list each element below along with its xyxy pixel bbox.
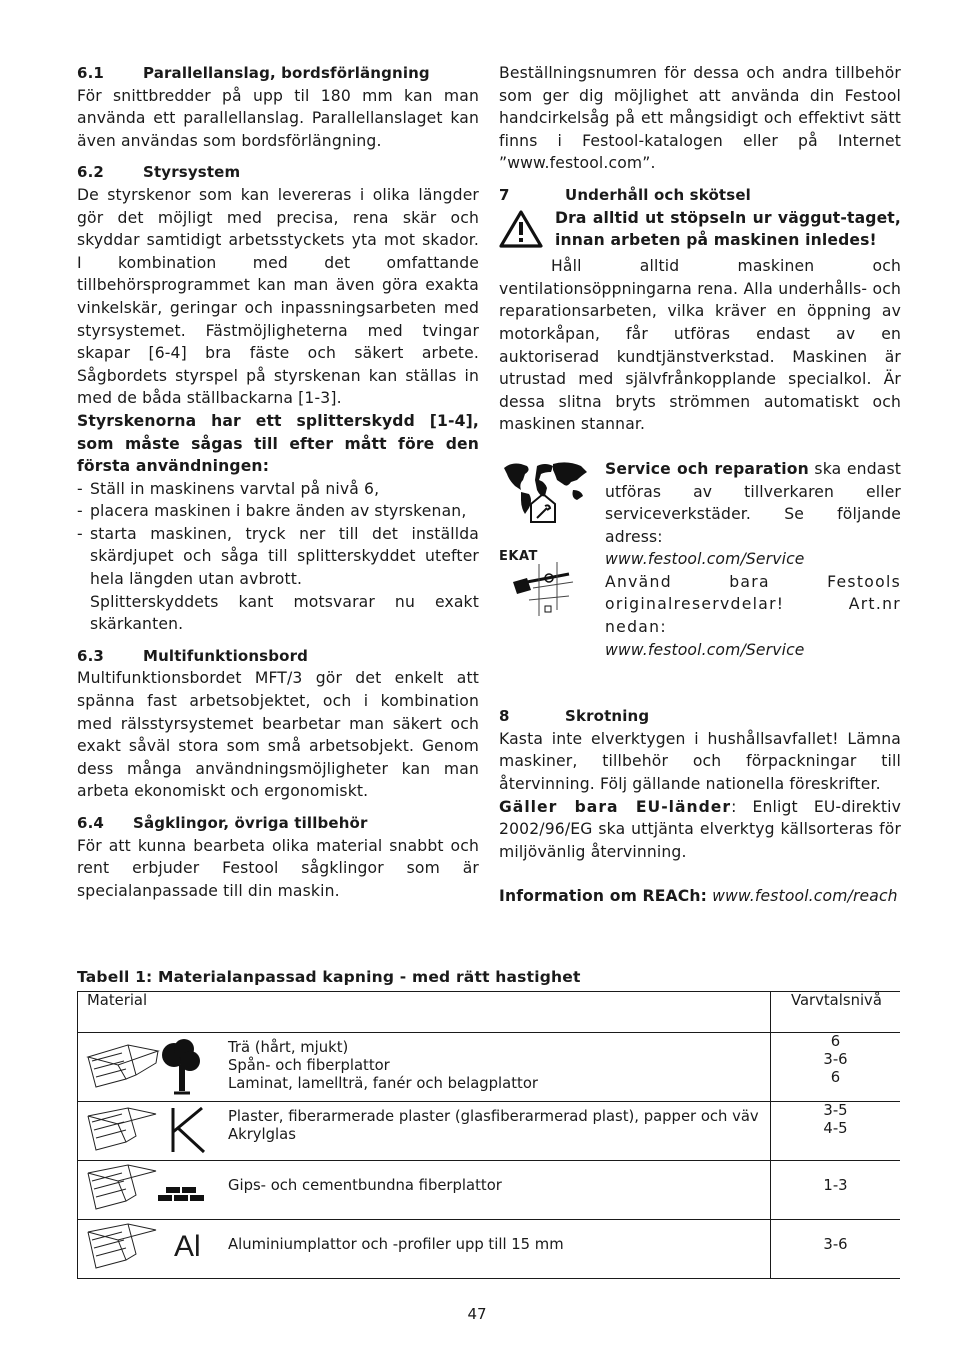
service-link[interactable]: www.festool.com/Service	[605, 550, 805, 569]
material-line: Aluminiumplattor och -profiler upp till 15 mm	[228, 1236, 564, 1253]
dash-list	[77, 478, 479, 636]
wood-tree-icon	[78, 1033, 228, 1101]
paragraph: För snittbredder på upp til 180 mm kan man använda ett parallellanslag. Parallellanslaget kan även användas som bordsförlängning.	[77, 86, 479, 150]
paragraph: För att kunna bearbeta olika material snabbt och rent erbjuder Festool sågklingor som är specialanpassade till din maskin.	[77, 836, 479, 900]
eu-paragraph: Gäller bara EU-länder: Enligt EU-direktiv 2002/96/EG ska uttjänta elverktyg källsorteras för miljövänlig återvinning.	[499, 797, 901, 861]
paragraph: Beställningsnumren för dessa och andra tillbehör som ger dig möjlighet att använda din Festool handcirkelsåg på ett mångsidigt och effektivt sätt finns i Festool-katalogen eller på Internet ”www.festool.com”.	[499, 64, 901, 173]
section-6-2	[77, 161, 479, 635]
reach-link[interactable]: www.festool.com/reach	[712, 887, 898, 906]
speed-value: 4-5	[823, 1120, 848, 1137]
service-link[interactable]: www.festool.com/Service	[605, 640, 805, 659]
column-header-material: Material	[78, 992, 771, 1033]
section-heading: 6.4 Sågklingor, övriga tillbehör	[77, 814, 368, 832]
section-heading: 7 Underhåll och skötsel	[499, 185, 751, 204]
material-table	[77, 991, 900, 1279]
left-column	[77, 62, 479, 911]
material-line: Plaster, fiberarmerade plaster (glasfiberarmerad plast), papper och väv	[228, 1108, 759, 1125]
table-row	[78, 1033, 901, 1102]
speed-value: 1-3	[771, 1161, 901, 1220]
list-item: - starta maskinen, tryck ner till det inställda skärdjupet och såga till splitterskyddet utefter hela längden utan avbrott.	[77, 524, 479, 589]
table-row	[78, 1220, 901, 1279]
paragraph: De styrskenor som kan levereras i olika längder gör det möjligt med precisa, rena skär och skyddar samtidigt arbetsstyckets yta mot skador. I kombination med det omfattande tillbehörsprogrammet kan man även göra exakta vinkelskär, geringar och inpassningsarbeten med styrsystemet. Fästmöjligheterna med tvingar skapar [6-4] bra fäste och säkert arbete. Sågbordets styrspel på styrskenan kan ställas in med de båda ställbackarna [1-3].	[77, 185, 479, 408]
page-number: 47	[467, 1305, 487, 1323]
al-symbol: Al	[174, 1230, 201, 1263]
plastic-k-icon	[78, 1102, 228, 1160]
warning-text: Dra alltid ut stöpseln ur väggut-taget, innan arbeten på maskinen inledes!	[555, 208, 901, 250]
right-column	[499, 62, 901, 908]
list-item: - Ställ in maskinens varvtal på nivå 6,	[77, 479, 380, 498]
reach-info: Information om REACh: www.festool.com/reach	[499, 887, 898, 906]
spare-parts-icon	[509, 560, 579, 620]
paragraph: Håll alltid maskinen och ventilationsöppningarna rena. Alla underhålls- och reparationsarbeten, vilka kräver en öppning av motorkåpan, får utföras endast av en auktoriserad kundtjänstverkstad. Maskinen är utrustad med självfrånkopplande specialkol. Är dessa slitna bryts strömmen automatiskt och maskinen stannar.	[499, 257, 901, 434]
paragraph: Kasta inte elverktygen i hushållsavfallet! Lämna maskiner, tillbehör och förpackningar till återvinning. Följ gällande nationella föreskrifter.	[499, 729, 901, 794]
aluminium-al-icon	[78, 1220, 228, 1278]
speed-value: 6	[830, 1033, 841, 1050]
list-note: Splitterskyddets kant motsvarar nu exakt skärkanten.	[90, 592, 479, 634]
speed-value: 6	[830, 1069, 841, 1086]
section-heading: 6.3 Multifunktionsbord	[77, 646, 309, 665]
section-heading: 6.1 Parallellanslag, bordsförlängning	[77, 64, 430, 82]
bold-paragraph: Styrskenorna har ett splitterskydd [1-4], som måste sågas till efter mått före den första användningen:	[77, 411, 479, 476]
parts-text: Använd bara Festools originalreservdelar! Art.nr nedan:	[605, 572, 901, 637]
section-heading: 8 Skrotning	[499, 707, 650, 726]
material-line: Trä (hårt, mjukt)	[228, 1039, 349, 1056]
material-line: Laminat, lamellträ, fanér och belagplattor	[228, 1075, 538, 1092]
ekat-label: EKAT	[499, 548, 538, 564]
service-text: Service och reparation ska endast utföras av tillverkaren eller serviceverkstäder. Se följande adress:	[605, 459, 901, 546]
speed-value: 3-6	[771, 1220, 901, 1279]
service-block	[499, 458, 901, 661]
paragraph: Multifunktionsbordet MFT/3 gör det enkelt att spänna fast arbetsobjektet, och i kombination med rälsstyrsystemet bearbetar man säkert och exakt såväl stora som små arbetsobjekt. Genom dess många användningsmöjligheter kan man arbeta ekonomiskt och ergonomiskt.	[77, 669, 479, 801]
section-8	[499, 705, 901, 863]
warning-triangle-icon	[499, 207, 555, 256]
table-title: Tabell 1: Materialanpassad kapning - med rätt hastighet	[77, 968, 581, 986]
section-6-4	[77, 812, 479, 902]
world-service-icon	[501, 460, 591, 530]
brick-icon	[78, 1161, 228, 1219]
section-6-3	[77, 645, 479, 803]
column-header-speed: Varvtalsnivå	[771, 992, 901, 1033]
section-7	[499, 184, 901, 436]
section-6-1	[77, 62, 479, 152]
material-line: Gips- och cementbundna fiberplattor	[228, 1177, 502, 1194]
list-item: - placera maskinen i bakre änden av styrskenan,	[77, 502, 467, 521]
section-heading: 6.2 Styrsystem	[77, 163, 241, 182]
table-row	[78, 1161, 901, 1220]
table-row	[78, 1102, 901, 1161]
material-line: Spån- och fiberplattor	[228, 1057, 390, 1074]
table-header-row	[78, 992, 901, 1033]
material-line: Akrylglas	[228, 1126, 296, 1143]
speed-value: 3-5	[823, 1102, 848, 1119]
speed-value: 3-6	[823, 1051, 848, 1068]
